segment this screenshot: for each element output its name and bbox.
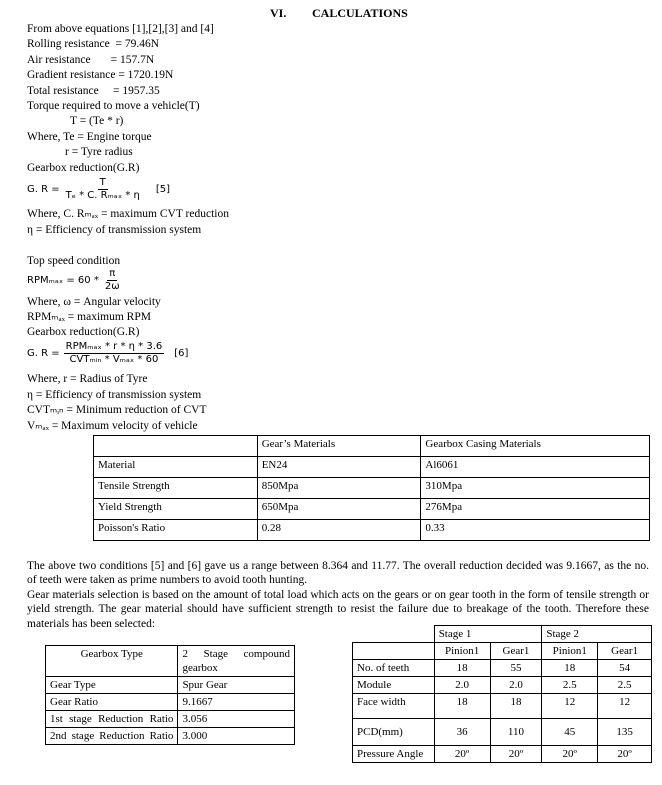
eq5-ref: [5] [155,183,171,195]
table-cell: Module [353,677,435,694]
table-cell: 36 [434,719,490,746]
table-cell: 20º [434,746,490,763]
stage-2-header: Stage 2 [542,626,652,643]
table-cell [94,436,258,457]
rpm-fraction [103,268,122,293]
table-header: Gear1 [598,643,652,660]
stage-table [352,625,652,763]
equation-6 [27,341,188,366]
gear-reduction-title: Gearbox reduction(G.R) [27,162,140,174]
top-speed-title: Top speed condition [27,255,121,267]
table-cell: 20º [542,746,598,763]
table-cell: 20º [490,746,542,763]
table-cell: 3.056 [178,711,295,728]
table-cell: 18 [490,694,542,719]
table-cell: Pressure Angle [353,746,435,763]
table-cell: 18 [434,694,490,719]
table-cell: 310Mpa [421,478,650,499]
rolling-resistance: Rolling resistance = 79.46N [27,38,160,50]
table-row [94,436,650,457]
table-cell: 135 [598,719,652,746]
max-rpm-def: RPMₘₐₓ = maximum RPM [27,311,151,323]
rpm-denominator: 2ω [104,281,120,292]
tyre-radius-def-2: Where, r = Radius of Tyre [27,373,148,385]
table-cell: 2.0 [434,677,490,694]
paragraph-range: The above two conditions [5] and [6] gave us a range between 8.364 and 11.77. The overall reduction decided was 9.1667, as the no. of teeth were taken as prime numbers to avoid tooth hunting. [27,560,649,587]
table-cell: 276Mpa [421,499,650,520]
table-row [46,677,295,694]
section-number: VI. [270,6,287,20]
angular-velocity-def: Where, ω = Angular velocity [27,296,161,308]
table-row [46,711,295,728]
table-cell: 12 [542,694,598,719]
section-title: CALCULATIONS [312,6,408,20]
engine-torque-def: Where, Te = Engine torque [27,131,152,143]
table-row [46,646,295,677]
eq6-lhs: G. R = [27,347,60,359]
table-row [353,643,652,660]
table-cell: Face width [353,694,435,719]
table-row [46,728,295,745]
stage-1-header: Stage 1 [434,626,542,643]
table-cell: 850Mpa [257,478,421,499]
rpm-numerator: π [109,268,116,279]
table-cell: Gear Ratio [46,694,178,711]
table-row [94,520,650,541]
table-row [46,694,295,711]
table-cell: Material [94,457,258,478]
table-cell: 9.1667 [178,694,295,711]
table-row [353,660,652,677]
eq5-lhs: G. R = [27,183,60,195]
table-cell: 55 [490,660,542,677]
table-header: Gear’s Materials [257,436,421,457]
table-cell: Gearbox Type [46,646,178,677]
eq6-denominator: CVTₘᵢₙ * Vₘₐₓ * 60 [69,354,159,365]
efficiency-def: η = Efficiency of transmission system [27,224,202,236]
gradient-resistance: Gradient resistance = 1720.19N [27,69,174,81]
eq5-fraction [64,177,142,202]
eq6-fraction [64,341,165,366]
table-header: Gearbox Casing Materials [421,436,650,457]
rpm-equation [27,268,122,293]
table-cell [353,626,435,643]
table-cell: 45 [542,719,598,746]
table-row [353,746,652,763]
table-cell: No. of teeth [353,660,435,677]
table-cell [353,643,435,660]
table-header: Gear1 [490,643,542,660]
eq5-denominator: Tₑ * C. Rₘₐₓ * η [65,190,140,201]
efficiency-def-2: η = Efficiency of transmission system [27,389,202,401]
torque-equation: T = (Te * r) [70,115,124,127]
table-cell: Yield Strength [94,499,258,520]
table-cell: 110 [490,719,542,746]
vmax-def: Vₘₐₓ = Maximum velocity of vehicle [27,420,198,432]
table-cell: 12 [598,694,652,719]
table-row [94,478,650,499]
table-cell: 1st stage Reduction Ratio [46,711,178,728]
table-cell: 3.000 [178,728,295,745]
eq5-numerator: T [99,177,106,188]
table-cell: EN24 [257,457,421,478]
rpm-lhs: RPMₘₐₓ = 60 * [27,274,99,286]
intro-line: From above equations [1],[2],[3] and [4] [27,23,214,35]
eq6-ref: [6] [174,347,189,359]
table-cell: 54 [598,660,652,677]
table-cell: Spur Gear [178,677,295,694]
table-row [353,677,652,694]
table-row [353,719,652,746]
table-cell: 2nd stage Reduction Ratio [46,728,178,745]
cvt-min-def: CVTₘᵢₙ = Minimum reduction of CVT [27,404,207,416]
torque-line: Torque required to move a vehicle(T) [27,100,200,112]
table-cell: 650Mpa [257,499,421,520]
gearbox-table [45,645,295,745]
table-cell: 2.5 [598,677,652,694]
table-cell: Al6061 [421,457,650,478]
table-header: Pinion1 [434,643,490,660]
equation-5 [27,177,170,202]
table-cell: Poisson's Ratio [94,520,258,541]
table-row [94,457,650,478]
total-resistance: Total resistance = 1957.35 [27,85,160,97]
table-cell: 18 [542,660,598,677]
table-cell: 20º [598,746,652,763]
table-cell: 2.5 [542,677,598,694]
eq6-numerator: RPMₘₐₓ * r * η * 3.6 [65,341,163,352]
table-row [353,626,652,643]
table-cell: Tensile Strength [94,478,258,499]
materials-table [93,435,650,541]
table-cell: 2.0 [490,677,542,694]
table-header: Pinion1 [542,643,598,660]
tyre-radius-def: r = Tyre radius [65,146,133,158]
table-cell: PCD(mm) [353,719,435,746]
table-row [94,499,650,520]
air-resistance: Air resistance = 157.7N [27,54,155,66]
table-cell: 0.28 [257,520,421,541]
table-cell: 0.33 [421,520,650,541]
gear-reduction-title-2: Gearbox reduction(G.R) [27,326,140,338]
table-cell: Gear Type [46,677,178,694]
cvt-reduction-def: Where, C. Rₘₐₓ = maximum CVT reduction [27,208,229,220]
paragraph-materials: Gear materials selection is based on the amount of total load which acts on the gears or on gear tooth in the form of tensile strength or yield strength. The gear material should have sufficient strength to resist the failure due to breakage of the tooth. Therefore these materials has been selected: [27,589,649,630]
table-cell: 2 Stage compound gearbox [178,646,295,677]
table-cell: 18 [434,660,490,677]
table-row [353,694,652,719]
